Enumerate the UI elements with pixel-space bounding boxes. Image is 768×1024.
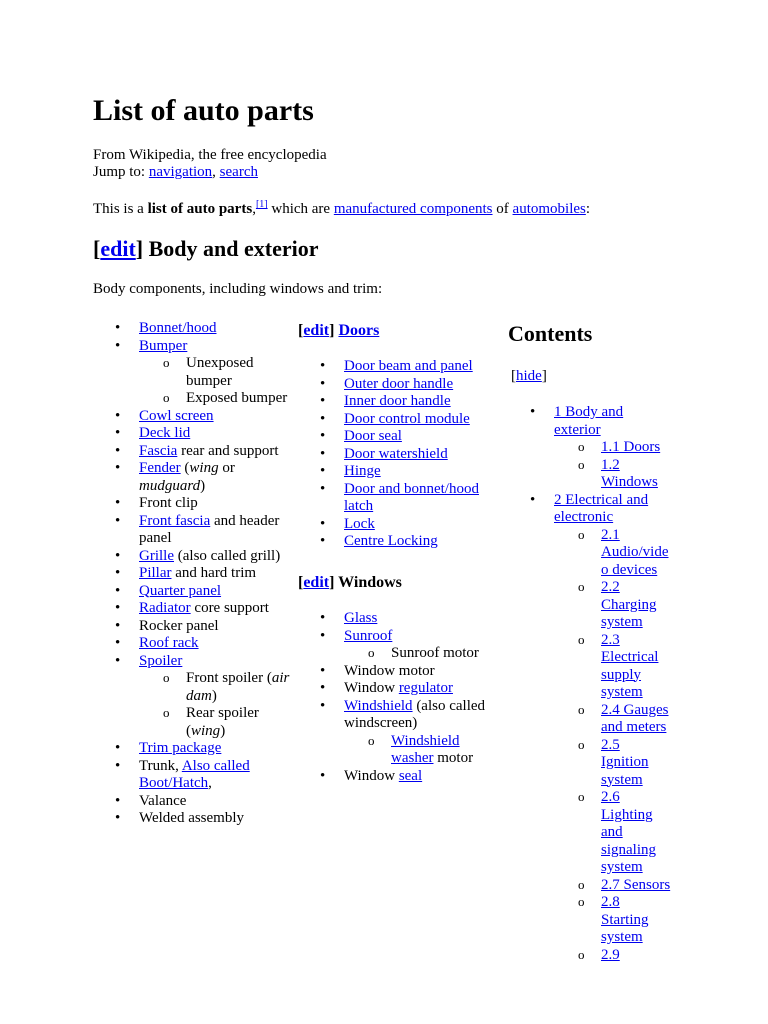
deck-lid-link[interactable]: Deck lid xyxy=(139,425,191,441)
lead-of: of xyxy=(492,201,513,217)
hide-toggle xyxy=(511,368,547,386)
unexposed-text-2: bumper xyxy=(186,372,232,389)
list-item xyxy=(93,355,298,390)
edit-rb: ] xyxy=(135,236,144,261)
list-item xyxy=(298,533,508,551)
search-link[interactable]: search xyxy=(219,164,258,180)
spoiler-link[interactable]: Spoiler xyxy=(139,652,183,669)
radiator-link[interactable]: Radiator xyxy=(139,600,191,616)
doors-list xyxy=(298,358,508,551)
list-item xyxy=(93,565,298,583)
toc-link-2-2[interactable] xyxy=(601,579,657,630)
grille-text: (also called grill) xyxy=(174,547,281,564)
toc-item xyxy=(508,492,698,965)
grille-link[interactable]: Grille xyxy=(139,547,174,564)
list-item xyxy=(298,411,508,429)
navigation-link[interactable]: navigation xyxy=(148,164,213,180)
list-item xyxy=(298,463,508,481)
toc-item xyxy=(508,527,698,580)
front-clip-text: Front clip xyxy=(139,495,198,511)
list-item xyxy=(93,740,298,758)
edit-link-body[interactable]: edit xyxy=(100,236,136,261)
edit-lb: [ xyxy=(298,322,304,339)
list-item xyxy=(93,583,298,601)
windows-list xyxy=(298,610,508,785)
toc-text: Electrical xyxy=(601,649,659,665)
toc-text: o devices xyxy=(601,561,658,578)
lead-end: : xyxy=(585,201,591,217)
welded-text: Welded assembly xyxy=(139,810,245,826)
fender-wing: wing xyxy=(189,460,219,476)
lead-comma: , xyxy=(252,201,256,217)
bumper-link[interactable]: Bumper xyxy=(139,337,188,354)
edit-lb: [ xyxy=(93,236,101,261)
regulator-link[interactable]: regulator xyxy=(398,680,453,696)
edit-lb: [ xyxy=(298,574,304,591)
bumper-sublist xyxy=(139,355,298,408)
door-item-link[interactable]: Centre Locking xyxy=(344,533,438,549)
sunroof-link[interactable]: Sunroof xyxy=(344,627,393,644)
washer-link[interactable]: washer xyxy=(391,750,434,766)
toc-text: and xyxy=(601,824,623,840)
manufactured-components-link[interactable]: manufactured components xyxy=(333,201,493,217)
automobiles-link[interactable]: automobiles xyxy=(512,201,586,217)
windshield-text: (also called xyxy=(412,697,486,714)
list-item xyxy=(93,793,298,811)
toc-text: 2.8 xyxy=(601,894,620,910)
fascia-link[interactable]: Fascia xyxy=(139,442,178,459)
toc-text: Lighting xyxy=(601,806,653,823)
list-item xyxy=(298,446,508,464)
toc-text: exterior xyxy=(554,421,601,438)
edit-rb: ] xyxy=(329,322,339,339)
door-item-link[interactable]: Door seal xyxy=(344,428,402,444)
rear-spoiler-text: Rear spoiler xyxy=(186,705,259,721)
toc-text: Charging xyxy=(601,596,657,613)
toc-text: 2.1 xyxy=(601,526,620,543)
lead-paragraph xyxy=(93,201,590,219)
toc-item xyxy=(508,632,698,702)
toc-link-2-1[interactable] xyxy=(601,527,669,578)
section-heading-body xyxy=(93,235,319,263)
boot-hatch-link[interactable]: Boot/Hatch xyxy=(139,775,209,791)
list-item xyxy=(93,618,298,636)
toc-item xyxy=(508,737,698,790)
trim-package-link[interactable]: Trim package xyxy=(139,740,222,756)
door-item-link[interactable]: Door watershield xyxy=(344,445,448,462)
list-item xyxy=(298,645,508,663)
toc-link-2-4[interactable] xyxy=(601,702,669,736)
rear-spoiler-close: ) xyxy=(220,722,226,739)
pillar-text: and hard trim xyxy=(171,565,257,581)
toc-link-2-3[interactable] xyxy=(601,632,658,701)
rocker-text: Rocker panel xyxy=(139,617,219,634)
toc-item xyxy=(508,947,698,965)
list-item xyxy=(298,663,508,681)
edit-rb: ] xyxy=(329,574,339,591)
door-item-link-2[interactable]: latch xyxy=(344,498,374,514)
list-item xyxy=(93,513,298,548)
toc-text: Ignition xyxy=(601,754,649,770)
pillar-link[interactable]: Pillar xyxy=(139,565,172,581)
door-item-link[interactable]: Lock xyxy=(344,515,375,532)
toc-text: 1 Body and xyxy=(554,404,624,420)
door-item-link[interactable]: Door beam and panel xyxy=(344,358,473,374)
door-item-link[interactable]: Door and bonnet/hood xyxy=(344,480,479,497)
toc-text: supply xyxy=(601,666,642,683)
toc-item xyxy=(508,579,698,632)
rear-spoiler-open: ( xyxy=(186,722,191,739)
washer-motor-text: motor xyxy=(433,750,474,766)
list-item xyxy=(93,338,298,408)
list-item xyxy=(298,733,508,768)
list-item xyxy=(93,408,298,426)
list-item xyxy=(93,320,298,338)
toc-text: electronic xyxy=(554,509,614,525)
list-item xyxy=(93,758,298,793)
valance-text: Valance xyxy=(139,792,187,809)
unexposed-text: Unexposed xyxy=(186,355,254,371)
contents-title: Contents xyxy=(508,321,593,346)
toc-item xyxy=(508,789,698,877)
toc-text: Windows xyxy=(601,474,658,490)
toc-text: 1.2 xyxy=(601,456,620,473)
sunroof-sublist xyxy=(344,645,508,663)
toc-text: system xyxy=(601,614,643,630)
toc-text: 2.2 xyxy=(601,579,620,595)
cowl-link[interactable]: Cowl screen xyxy=(139,407,214,424)
toc-text: signaling xyxy=(601,841,656,858)
list-item xyxy=(93,390,298,408)
windows-title: Windows xyxy=(338,574,402,591)
toc-item xyxy=(508,702,698,737)
trunk-end: , xyxy=(208,775,212,791)
toc-text: system xyxy=(601,684,643,700)
table-of-contents xyxy=(508,404,698,964)
windshield-washer-link[interactable]: Windshield xyxy=(391,732,460,749)
quarter-panel-link[interactable]: Quarter panel xyxy=(139,582,222,599)
front-spoiler-text: Front spoiler ( xyxy=(186,670,272,686)
list-item xyxy=(298,768,508,786)
reference-link[interactable]: [1] xyxy=(255,199,268,210)
body-parts-list xyxy=(93,320,298,828)
doors-heading xyxy=(298,321,379,340)
toc-link-2-7[interactable]: 2.7 Sensors xyxy=(601,876,671,893)
front-spoiler-dam: dam xyxy=(186,687,212,704)
window-regulator-text: Window xyxy=(344,680,399,696)
trunk-text: Trunk, xyxy=(139,757,182,774)
sunroof-motor-text: Sunroof motor xyxy=(391,645,479,661)
from-wikipedia: From Wikipedia, the free encyclopedia xyxy=(93,147,327,163)
toc-sublist-2 xyxy=(554,527,698,965)
toc-link-1[interactable] xyxy=(554,404,623,438)
windshield-sublist xyxy=(344,733,508,768)
door-item-link[interactable]: Hinge xyxy=(344,463,381,479)
jump-to xyxy=(93,164,258,182)
list-item xyxy=(93,548,298,566)
list-item xyxy=(298,698,508,768)
list-item xyxy=(93,810,298,828)
list-item xyxy=(93,495,298,513)
hide-link[interactable]: hide xyxy=(516,368,542,384)
toc-link-1-1[interactable]: 1.1 Doors xyxy=(601,439,661,455)
fender-text: ( xyxy=(180,460,190,476)
exposed-text: Exposed bumper xyxy=(186,390,288,406)
edit-link-windows[interactable]: edit xyxy=(303,574,330,591)
toc-text: 2.6 xyxy=(601,789,620,805)
toc-item xyxy=(508,894,698,947)
fender-text-2: or xyxy=(218,460,235,476)
front-fascia-text-2: panel xyxy=(139,530,172,546)
toc-text: system xyxy=(601,771,643,788)
toc-link-2-8[interactable] xyxy=(601,894,649,945)
section-title-body: Body and exterior xyxy=(143,236,319,261)
rear-spoiler-wing: wing xyxy=(191,722,221,739)
doors-title-link[interactable]: Doors xyxy=(338,322,380,339)
trunk-also-called-link[interactable]: Also called xyxy=(181,757,250,774)
list-item xyxy=(93,670,298,705)
spoiler-sublist xyxy=(139,670,298,740)
jump-prefix: Jump to: xyxy=(93,164,149,180)
toc-link-2-9[interactable]: 2.9 xyxy=(601,946,620,963)
list-item xyxy=(298,516,508,534)
list-item xyxy=(298,628,508,663)
list-item xyxy=(298,358,508,376)
front-fascia-link[interactable]: Front fascia xyxy=(139,512,211,529)
list-item xyxy=(93,635,298,653)
list-item xyxy=(298,393,508,411)
door-item-link[interactable]: Door control module xyxy=(344,410,470,427)
toc-text: 2.4 Gauges xyxy=(601,701,669,718)
list-item xyxy=(298,610,508,628)
lead-bold: list of auto parts xyxy=(147,201,253,217)
fender-mudguard: mudguard xyxy=(139,477,201,494)
front-fascia-text: and header xyxy=(210,512,280,529)
toc-link-2-5[interactable] xyxy=(601,737,649,788)
windshield-text-2: windscreen) xyxy=(344,715,418,731)
list-item xyxy=(93,600,298,618)
list-item xyxy=(298,481,508,516)
toc-text: and meters xyxy=(601,719,667,735)
toc-item xyxy=(508,404,698,492)
roof-rack-link[interactable]: Roof rack xyxy=(139,635,199,651)
toc-sublist-1 xyxy=(554,439,698,492)
windshield-link[interactable]: Windshield xyxy=(344,697,413,714)
toc-item xyxy=(508,877,698,895)
list-item xyxy=(93,705,298,740)
list-item xyxy=(93,460,298,495)
bonnet-link[interactable]: Bonnet/hood xyxy=(139,320,217,336)
toc-text: 2 Electrical and xyxy=(554,491,649,508)
door-item-link[interactable]: Inner door handle xyxy=(344,393,451,409)
toc-link-2[interactable] xyxy=(554,492,648,526)
toc-text: 2.5 xyxy=(601,736,620,753)
fender-text-3: ) xyxy=(200,477,206,494)
body-description: Body components, including windows and trim: xyxy=(93,281,383,297)
edit-link-doors[interactable]: edit xyxy=(303,322,330,339)
toc-item xyxy=(508,439,698,457)
hide-rb: ] xyxy=(541,368,547,384)
front-spoiler-end: ) xyxy=(211,687,217,704)
page-title: List of auto parts xyxy=(93,94,314,127)
door-item-link[interactable]: Outer door handle xyxy=(344,375,454,392)
list-item xyxy=(298,680,508,698)
toc-link-1-2[interactable] xyxy=(601,457,658,491)
window-seal-text: Window xyxy=(344,767,399,784)
toc-text: Audio/vide xyxy=(601,544,669,560)
toc-text: 2.3 xyxy=(601,631,620,648)
glass-link[interactable]: Glass xyxy=(344,610,378,626)
radiator-text: core support xyxy=(190,600,269,616)
lead-prefix: This is a xyxy=(93,201,148,217)
lead-mid: which are xyxy=(267,201,334,217)
fascia-text: rear and support xyxy=(177,442,279,459)
jump-sep: , xyxy=(212,164,220,180)
toc-item xyxy=(508,457,698,492)
front-spoiler-air: air xyxy=(271,670,290,686)
windows-heading xyxy=(298,573,402,592)
list-item xyxy=(298,376,508,394)
toc-text: Starting xyxy=(601,911,649,928)
toc-text: system xyxy=(601,929,643,945)
list-item xyxy=(93,425,298,443)
toc-link-2-6[interactable] xyxy=(601,789,656,875)
window-motor-text: Window motor xyxy=(344,662,435,679)
list-item xyxy=(93,443,298,461)
list-item xyxy=(93,653,298,741)
list-item xyxy=(298,428,508,446)
toc-text: system xyxy=(601,859,643,875)
fender-link[interactable]: Fender xyxy=(139,460,181,476)
hide-lb: [ xyxy=(511,368,516,384)
seal-link[interactable]: seal xyxy=(398,767,423,784)
